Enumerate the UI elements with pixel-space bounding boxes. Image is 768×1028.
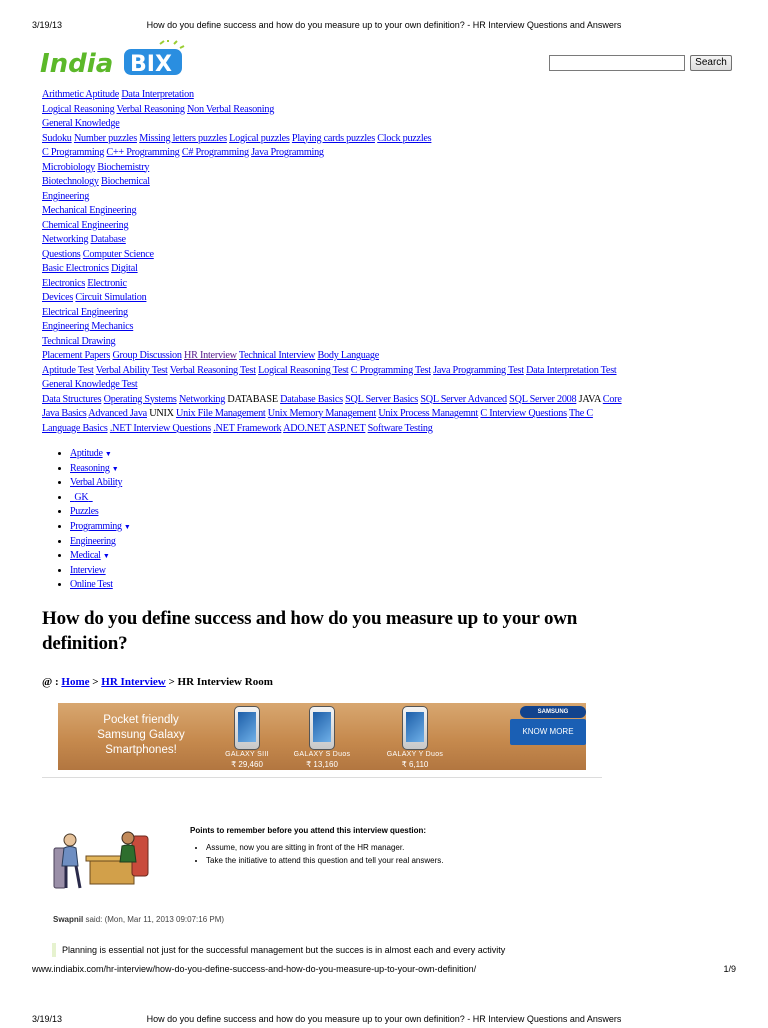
link-data-interpretation-test[interactable]: Data Interpretation Test	[526, 364, 617, 376]
link-unix-process-management[interactable]: Unix Process Managemnt	[378, 408, 479, 419]
breadcrumb-hr-interview[interactable]: HR Interview	[101, 676, 166, 688]
link-biochemistry[interactable]: Biochemistry	[97, 161, 150, 173]
print-page-number: 1/9	[723, 964, 736, 974]
menu-puzzles[interactable]: Puzzles	[70, 506, 99, 518]
link-operating-systems[interactable]: Operating Systems	[103, 393, 177, 405]
link-row	[42, 103, 732, 118]
dropdown-arrow-icon[interactable]: ▼	[111, 464, 119, 473]
link-row	[42, 349, 732, 364]
know-more-button[interactable]: KNOW MORE	[510, 719, 586, 745]
ad-line: Pocket friendly	[103, 714, 179, 726]
link-row	[42, 422, 732, 437]
link-dotnet-interview-questions[interactable]: .NET Interview Questions	[109, 422, 211, 434]
print-header	[0, 20, 768, 34]
link-microbiology[interactable]: Microbiology	[42, 161, 96, 173]
samsung-ad-banner[interactable]	[58, 703, 586, 770]
link-row	[42, 161, 732, 176]
link-sudoku[interactable]: Sudoku	[42, 132, 72, 144]
link-row	[42, 364, 732, 379]
link-row	[42, 88, 732, 103]
link-aptitude-test[interactable]: Aptitude Test	[42, 364, 94, 376]
samsung-logo: SAMSUNG	[520, 706, 586, 718]
link-data-interpretation[interactable]: Data Interpretation	[121, 89, 194, 100]
link-cpp-programming[interactable]: C++ Programming	[106, 147, 180, 158]
breadcrumb-home[interactable]: Home	[61, 676, 90, 688]
breadcrumb-separator: >	[168, 676, 175, 688]
link-verbal-ability-test[interactable]: Verbal Ability Test	[95, 364, 168, 376]
menu-item	[70, 578, 131, 593]
label-unix: UNIX	[149, 408, 174, 419]
link-java-programming-test[interactable]: Java Programming Test	[433, 364, 524, 376]
menu-verbal-ability[interactable]: Verbal Ability	[70, 477, 123, 489]
menu-online-test[interactable]: Online Test	[70, 579, 113, 591]
menu-engineering[interactable]: Engineering	[70, 535, 116, 547]
link-row	[42, 291, 732, 306]
breadcrumb-separator: >	[92, 676, 99, 688]
link-biotechnology[interactable]: Biotechnology	[42, 176, 99, 187]
menu-item	[70, 505, 131, 520]
link-sql-server-2008[interactable]: SQL Server 2008	[509, 393, 577, 405]
link-sql-server-basics[interactable]: SQL Server Basics	[345, 393, 419, 405]
search-button[interactable]: Search	[690, 55, 732, 71]
link-java-programming[interactable]: Java Programming	[251, 147, 324, 158]
link-database-basics[interactable]: Database Basics	[280, 393, 343, 405]
dropdown-arrow-icon[interactable]: ▼	[104, 450, 112, 458]
main-menu	[42, 447, 131, 593]
link-verbal-reasoning-test[interactable]: Verbal Reasoning Test	[169, 364, 256, 376]
menu-item	[70, 549, 131, 564]
link-non-verbal-reasoning[interactable]: Non Verbal Reasoning	[187, 103, 275, 115]
link-row	[42, 233, 732, 248]
ad-line: Smartphones!	[105, 744, 177, 756]
link-row	[42, 175, 732, 190]
comment-text: Planning is essential not just for the successful management but the succes is in almost each and every activity	[52, 943, 505, 957]
search-input[interactable]	[549, 55, 685, 71]
link-number-puzzles[interactable]: Number puzzles	[73, 132, 137, 144]
link-electronics[interactable]: Electronics	[42, 277, 86, 289]
comment-date: said: (Mon, Mar 11, 2013 09:07:16 PM)	[85, 915, 225, 924]
link-core[interactable]: Core	[602, 393, 622, 405]
link-general-knowledge-test[interactable]: General Knowledge Test	[42, 379, 138, 390]
menu-item	[70, 476, 131, 491]
breadcrumb-prefix: @ :	[42, 676, 59, 688]
menu-item	[70, 564, 131, 579]
page-title: How do you define success and how do you measure up to your own definition?	[42, 608, 578, 654]
indiabix-logo[interactable]	[40, 40, 190, 80]
breadcrumb-current: HR Interview Room	[177, 676, 273, 688]
link-computer-science[interactable]: Computer Science	[82, 248, 154, 260]
link-body-language[interactable]: Body Language	[317, 350, 380, 361]
link-verbal-reasoning[interactable]: Verbal Reasoning	[116, 103, 185, 115]
menu-gk[interactable]	[70, 492, 93, 503]
breadcrumb	[42, 676, 273, 688]
link-clock-puzzles[interactable]: Clock puzzles	[377, 132, 432, 144]
link-row	[42, 204, 732, 219]
phone-name: GALAXY SIII	[225, 751, 269, 758]
print-header-next-page	[0, 1014, 768, 1028]
link-group-discussion[interactable]: Group Discussion	[112, 350, 182, 361]
dropdown-arrow-icon[interactable]: ▼	[102, 552, 110, 561]
link-engineering[interactable]: Engineering	[42, 190, 90, 202]
link-java-basics[interactable]: Java Basics	[42, 408, 87, 419]
link-row	[42, 190, 732, 205]
tips-list	[190, 842, 443, 867]
link-biochemical[interactable]: Biochemical	[101, 176, 150, 187]
link-row	[42, 117, 732, 132]
link-csharp-programming[interactable]: C# Programming	[181, 147, 249, 158]
link-language-basics[interactable]: Language Basics	[42, 422, 108, 434]
print-footer	[0, 964, 768, 978]
tip-item: • Assume, now you are sitting in front of the HR manager.	[206, 842, 443, 855]
comment-meta	[53, 915, 224, 924]
link-unix-file-management[interactable]: Unix File Management	[176, 408, 266, 419]
phone-price: ₹ 13,160	[306, 760, 338, 769]
menu-item	[70, 447, 131, 462]
link-chemical-engineering[interactable]: Chemical Engineering	[42, 219, 129, 231]
print-url: www.indiabix.com/hr-interview/how-do-you-define-success-and-how-do-you-measure-up-to-your-own-definition/	[32, 964, 477, 974]
link-networking[interactable]: Networking	[42, 234, 89, 245]
link-row	[42, 132, 732, 147]
menu-interview[interactable]: Interview	[70, 564, 106, 576]
interview-illustration	[52, 826, 152, 896]
label-database: DATABASE	[227, 393, 278, 405]
menu-item	[70, 535, 131, 550]
menu-item	[70, 491, 131, 506]
ad-line: Samsung Galaxy	[97, 729, 185, 741]
phone-name: GALAXY S Duos	[293, 751, 351, 758]
link-digital[interactable]: Digital	[111, 263, 138, 274]
menu-aptitude[interactable]: Aptitude	[70, 448, 103, 459]
phone-icon	[309, 706, 335, 750]
link-unix-memory-management[interactable]: Unix Memory Management	[267, 408, 377, 419]
link-technical-interview[interactable]: Technical Interview	[238, 350, 316, 361]
link-basic-electronics[interactable]: Basic Electronics	[42, 263, 109, 274]
link-row	[42, 407, 732, 422]
link-electronic[interactable]: Electronic	[87, 277, 127, 289]
link-mechanical-engineering[interactable]: Mechanical Engineering	[42, 205, 137, 216]
label-java: JAVA	[578, 393, 601, 405]
link-networking-2[interactable]: Networking	[178, 393, 226, 405]
menu-item	[70, 520, 131, 535]
link-sql-server-advanced[interactable]: SQL Server Advanced	[420, 393, 507, 405]
menu-medical[interactable]: Medical	[70, 550, 101, 562]
phone-icon	[234, 706, 260, 750]
menu-reasoning[interactable]: Reasoning	[70, 462, 110, 474]
link-missing-letters-puzzles[interactable]: Missing letters puzzles	[139, 132, 227, 144]
link-questions[interactable]: Questions	[42, 248, 81, 260]
link-logical-puzzles[interactable]: Logical puzzles	[229, 132, 290, 144]
link-row	[42, 262, 732, 277]
category-links	[42, 88, 732, 436]
menu-item	[70, 462, 131, 477]
print-date: 3/19/13	[32, 20, 63, 30]
link-row	[42, 378, 732, 393]
link-ado-net[interactable]: ADO.NET	[283, 422, 326, 434]
link-row	[42, 248, 732, 263]
ad-headline	[86, 713, 196, 758]
print-title: How do you define success and how do you measure up to your own definition? - HR Interview Questions and Answers	[146, 1014, 622, 1024]
link-row	[42, 320, 732, 335]
link-general-knowledge[interactable]: General Knowledge	[42, 118, 120, 129]
phone-price: ₹ 6,110	[401, 760, 429, 769]
comment-author: Swapnil	[53, 915, 84, 924]
logo-text-bix: BIX	[130, 52, 172, 77]
link-c-programming-test[interactable]: C Programming Test	[350, 364, 431, 376]
tip-item: • Take the initiative to attend this question and tell your real answers.	[206, 855, 443, 868]
link-row	[42, 335, 732, 350]
link-row	[42, 393, 732, 408]
menu-gk-label: GK	[74, 491, 89, 503]
link-database[interactable]: Database	[90, 234, 126, 245]
link-c-programming[interactable]: C Programming	[42, 147, 105, 158]
link-logical-reasoning-test[interactable]: Logical Reasoning Test	[258, 364, 349, 376]
link-software-testing[interactable]: Software Testing	[367, 422, 433, 434]
link-advanced-java[interactable]: Advanced Java	[88, 408, 147, 419]
link-asp-net[interactable]: ASP.NET	[327, 422, 366, 434]
print-title: How do you define success and how do you measure up to your own definition? - HR Interview Questions and Answers	[146, 20, 622, 30]
menu-programming[interactable]: Programming	[70, 520, 122, 532]
link-the-c[interactable]: The C	[568, 408, 593, 419]
phone-name: GALAXY Y Duos	[386, 751, 444, 758]
print-date: 3/19/13	[32, 1014, 63, 1024]
link-row	[42, 146, 732, 161]
link-row	[42, 277, 732, 292]
link-logical-reasoning[interactable]: Logical Reasoning	[42, 103, 115, 115]
logo-text-india: India	[40, 49, 114, 79]
phone-icon	[402, 706, 428, 750]
dropdown-arrow-icon[interactable]: ▼	[123, 522, 131, 531]
link-engineering-mechanics[interactable]: Engineering Mechanics	[42, 321, 134, 332]
link-hr-interview[interactable]: HR Interview	[184, 350, 237, 361]
link-data-structures[interactable]: Data Structures	[42, 393, 102, 405]
tips-heading: Points to remember before you attend this interview question:	[190, 826, 427, 835]
link-arithmetic-aptitude[interactable]: Arithmetic Aptitude	[42, 89, 120, 100]
phone-price: ₹ 29,460	[231, 760, 263, 769]
link-technical-drawing[interactable]: Technical Drawing	[42, 335, 116, 347]
link-row	[42, 306, 732, 321]
link-electrical-engineering[interactable]: Electrical Engineering	[42, 306, 128, 318]
link-dotnet-framework[interactable]: .NET Framework	[213, 422, 282, 434]
link-playing-cards-puzzles[interactable]: Playing cards puzzles	[291, 132, 375, 144]
divider	[42, 777, 602, 778]
link-placement-papers[interactable]: Placement Papers	[42, 350, 111, 361]
link-c-interview-questions[interactable]: C Interview Questions	[480, 408, 567, 419]
link-row	[42, 219, 732, 234]
link-devices[interactable]: Devices	[42, 292, 74, 303]
link-circuit-simulation[interactable]: Circuit Simulation	[75, 292, 147, 303]
